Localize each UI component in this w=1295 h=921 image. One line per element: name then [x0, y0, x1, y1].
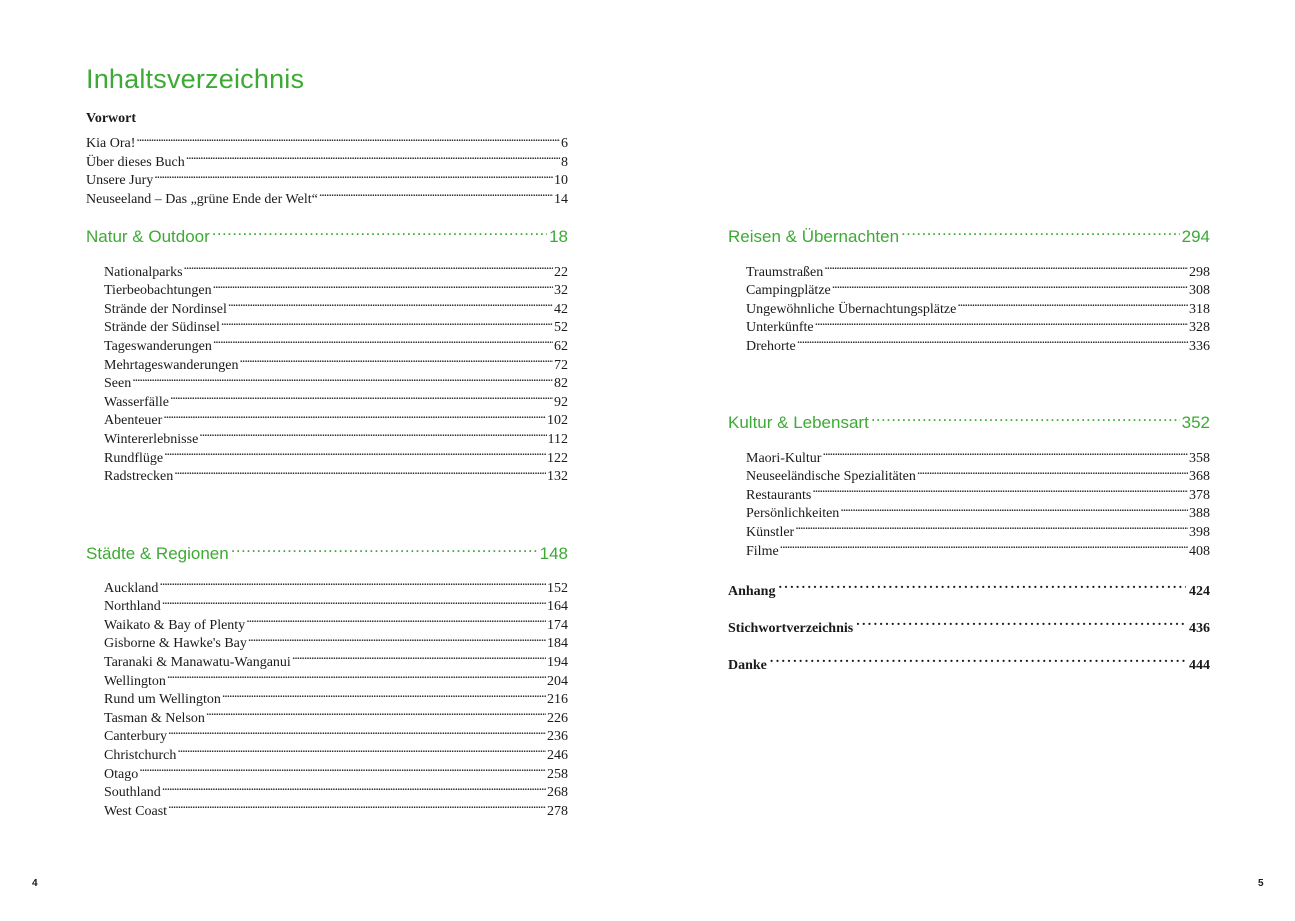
toc-entry-page: 268: [547, 785, 568, 801]
dot-leader: [163, 406, 546, 425]
toc-entry-label: Ungewöhnliche Übernachtungsplätze: [746, 301, 957, 317]
page-number-right: 5: [1258, 878, 1264, 889]
toc-entry[interactable]: [86, 759, 568, 782]
toc-entry[interactable]: [728, 517, 1210, 540]
toc-entry-page: 258: [547, 766, 568, 782]
section-heading-natur[interactable]: Natur & Outdoor ..... 18: [86, 218, 568, 242]
dot-leader: [795, 517, 1188, 536]
toc-entry-page: 204: [547, 673, 568, 689]
toc-left-column: [86, 110, 568, 207]
section-reisen: [728, 218, 1210, 354]
toc-entry[interactable]: [86, 166, 568, 189]
toc-entry[interactable]: [86, 369, 568, 392]
toc-entry-label: Unsere Jury: [86, 173, 154, 189]
toc-entry-label: Taranaki & Manawatu-Wanganui: [104, 654, 291, 670]
toc-entry-label: Restaurants: [746, 487, 812, 503]
toc-entry-page: 408: [1189, 543, 1210, 559]
appendix-1: [728, 612, 1210, 636]
dot-leader: [162, 592, 546, 611]
toc-entry-label: Wintererlebnisse: [104, 431, 199, 447]
toc-entry-page: 112: [547, 431, 568, 447]
dot-leader: [136, 129, 560, 148]
toc-entry-page: 184: [547, 636, 568, 652]
dot-leader: [292, 647, 546, 666]
dot-leader: [213, 276, 553, 295]
toc-entry-page: 52: [554, 320, 568, 336]
toc-entry[interactable]: [86, 129, 568, 152]
dot-leader: [139, 759, 546, 778]
section-heading-kultur[interactable]: Kultur & Lebensart ..... 352: [728, 404, 1210, 428]
toc-entry-label: Campingplätze: [746, 283, 831, 299]
toc-entry-page: 62: [554, 338, 568, 354]
toc-entry-label: Radstrecken: [104, 469, 174, 485]
toc-entry-stichwortverzeichnis[interactable]: Stichwortverzeichnis . . . 436: [728, 612, 1210, 632]
dot-leader: [797, 331, 1188, 350]
toc-entry-page: 336: [1189, 338, 1210, 354]
toc-entry-label: Rund um Wellington: [104, 692, 221, 708]
toc-entry-label: Gisborne & Hawke's Bay: [104, 636, 247, 652]
page-title: Inhaltsverzeichnis: [86, 64, 305, 94]
toc-entry-page: 378: [1189, 487, 1210, 503]
section-kultur: [728, 404, 1210, 559]
toc-entry-label: Auckland: [104, 580, 159, 596]
toc-entry-page: 14: [554, 191, 568, 207]
staedte-list: [86, 573, 568, 819]
dot-leader: [917, 462, 1188, 481]
toc-entry-label: Wellington: [104, 673, 166, 689]
dot-leader: [231, 535, 538, 559]
toc-entry-label: Über dieses Buch: [86, 154, 185, 170]
toc-entry-page: 318: [1189, 301, 1210, 317]
dot-leader: [154, 166, 553, 185]
toc-entry-page: 174: [547, 617, 568, 633]
dot-leader: [213, 331, 553, 350]
dot-leader: [822, 443, 1188, 462]
toc-entry-page: 388: [1189, 506, 1210, 522]
toc-entry[interactable]: [728, 257, 1210, 280]
toc-entry-page: 246: [547, 747, 568, 763]
toc-entry-page: 308: [1189, 283, 1210, 299]
toc-entry-label: Filme: [746, 543, 779, 559]
toc-entry-label: Otago: [104, 766, 139, 782]
dot-leader: [164, 443, 546, 462]
dot-leader: [159, 573, 546, 592]
toc-entry-page: 92: [554, 394, 568, 410]
toc-entry-label: Mehrtageswanderungen: [104, 357, 239, 373]
dot-leader: [778, 575, 1186, 595]
toc-entry-label: Canterbury: [104, 729, 167, 745]
toc-entry-label: Neuseeland – Das „grüne Ende der Welt“: [86, 191, 318, 207]
kultur-list: [728, 443, 1210, 559]
dot-leader: [162, 778, 546, 797]
dot-leader: [770, 649, 1186, 669]
dot-leader: [840, 499, 1188, 518]
toc-entry-label: Northland: [104, 599, 161, 615]
dot-leader: [222, 685, 546, 704]
toc-entry-label: Tasman & Nelson: [104, 710, 205, 726]
toc-entry-page: 194: [547, 654, 568, 670]
toc-entry-label: Waikato & Bay of Plenty: [104, 617, 246, 633]
toc-entry-page: 6: [561, 136, 568, 152]
toc-entry[interactable]: [728, 536, 1210, 559]
dot-leader: [206, 703, 546, 722]
toc-entry-page: 216: [547, 692, 568, 708]
toc-entry-label: Traumstraßen: [746, 264, 824, 280]
dot-leader: [901, 218, 1180, 242]
toc-entry-label: Strände der Südinsel: [104, 320, 220, 336]
vorwort-list: [86, 129, 568, 207]
page-number-left: 4: [32, 878, 38, 889]
dot-leader: [132, 369, 553, 388]
toc-entry-page: 42: [554, 301, 568, 317]
toc-entry[interactable]: [86, 778, 568, 801]
dot-leader: [319, 184, 553, 203]
dot-leader: [212, 218, 547, 242]
dot-leader: [168, 796, 546, 815]
vorwort-heading: Vorwort: [86, 111, 137, 126]
toc-entry-label: Southland: [104, 785, 161, 801]
dot-leader: [221, 313, 553, 332]
toc-entry-anhang[interactable]: Anhang . . . 424: [728, 575, 1210, 595]
toc-entry-page: 152: [547, 580, 568, 596]
toc-entry-label: West Coast: [104, 803, 168, 819]
appendix-0: [728, 575, 1210, 599]
dot-leader: [246, 610, 546, 629]
dot-leader: [248, 629, 546, 648]
toc-entry-page: 22: [554, 264, 568, 280]
toc-entry-label: Abenteuer: [104, 413, 163, 429]
dot-leader: [856, 612, 1186, 632]
toc-entry-page: 298: [1189, 264, 1210, 280]
toc-entry-label: Künstler: [746, 524, 795, 540]
toc-entry-label: Drehorte: [746, 338, 796, 354]
toc-entry-label: Tierbeobachtungen: [104, 283, 212, 299]
dot-leader: [177, 740, 546, 759]
dot-leader: [240, 350, 553, 369]
toc-entry[interactable]: [86, 147, 568, 170]
natur-list: [86, 257, 568, 485]
toc-entry-page: 10: [554, 173, 568, 189]
dot-leader: [832, 276, 1188, 295]
dot-leader: [957, 294, 1188, 313]
toc-entry-page: 236: [547, 729, 568, 745]
dot-leader: [871, 404, 1180, 428]
toc-entry-page: 122: [547, 450, 568, 466]
toc-entry-page: 278: [547, 803, 568, 819]
dot-leader: [812, 480, 1188, 499]
toc-entry-page: 398: [1189, 524, 1210, 540]
dot-leader: [167, 666, 546, 685]
toc-entry[interactable]: [728, 331, 1210, 354]
toc-entry-page: 132: [547, 469, 568, 485]
toc-entry-label: Persönlichkeiten: [746, 506, 840, 522]
toc-entry[interactable]: [86, 257, 568, 280]
dot-leader: [815, 313, 1188, 332]
section-staedte: [86, 535, 568, 819]
toc-entry[interactable]: [728, 443, 1210, 466]
toc-entry-label: Seen: [104, 376, 132, 392]
toc-entry-page: 32: [554, 283, 568, 299]
dot-leader: [170, 387, 553, 406]
toc-entry-label: Wasserfälle: [104, 394, 169, 410]
toc-entry-label: Tageswanderungen: [104, 338, 212, 354]
toc-entry-label: Christchurch: [104, 747, 177, 763]
reisen-list: [728, 257, 1210, 354]
appendix-2: [728, 649, 1210, 673]
dot-leader: [199, 424, 546, 443]
section-heading-staedte[interactable]: Städte & Regionen ..... 148: [86, 535, 568, 559]
toc-entry-label: Rundflüge: [104, 450, 164, 466]
toc-entry[interactable]: [86, 184, 568, 207]
toc-entry-label: Strände der Nordinsel: [104, 301, 227, 317]
toc-entry-page: 328: [1189, 320, 1210, 336]
toc-entry-label: Kia Ora!: [86, 136, 136, 152]
toc-entry[interactable]: [86, 573, 568, 596]
toc-entry-label: Maori-Kultur: [746, 450, 822, 466]
toc-entry-page: 72: [554, 357, 568, 373]
toc-entry-page: 8: [561, 154, 568, 170]
dot-leader: [186, 147, 560, 166]
toc-entry-page: 82: [554, 376, 568, 392]
toc-entry-danke[interactable]: Danke . . . 444: [728, 649, 1210, 669]
section-heading-reisen[interactable]: Reisen & Übernachten ..... 294: [728, 218, 1210, 242]
dot-leader: [780, 536, 1188, 555]
dot-leader: [228, 294, 553, 313]
toc-entry-page: 164: [547, 599, 568, 615]
dot-leader: [184, 257, 553, 276]
toc-entry-page: 226: [547, 710, 568, 726]
dot-leader: [168, 722, 546, 741]
toc-entry-page: 358: [1189, 450, 1210, 466]
toc-entry-label: Nationalparks: [104, 264, 183, 280]
toc-entry-page: 368: [1189, 469, 1210, 485]
dot-leader: [824, 257, 1188, 276]
dot-leader: [174, 462, 546, 481]
toc-entry-page: 102: [547, 413, 568, 429]
section-natur: [86, 218, 568, 485]
toc-entry[interactable]: [86, 387, 568, 410]
toc-entry-label: Unterkünfte: [746, 320, 814, 336]
toc-entry-label: Neuseeländische Spezialitäten: [746, 469, 916, 485]
